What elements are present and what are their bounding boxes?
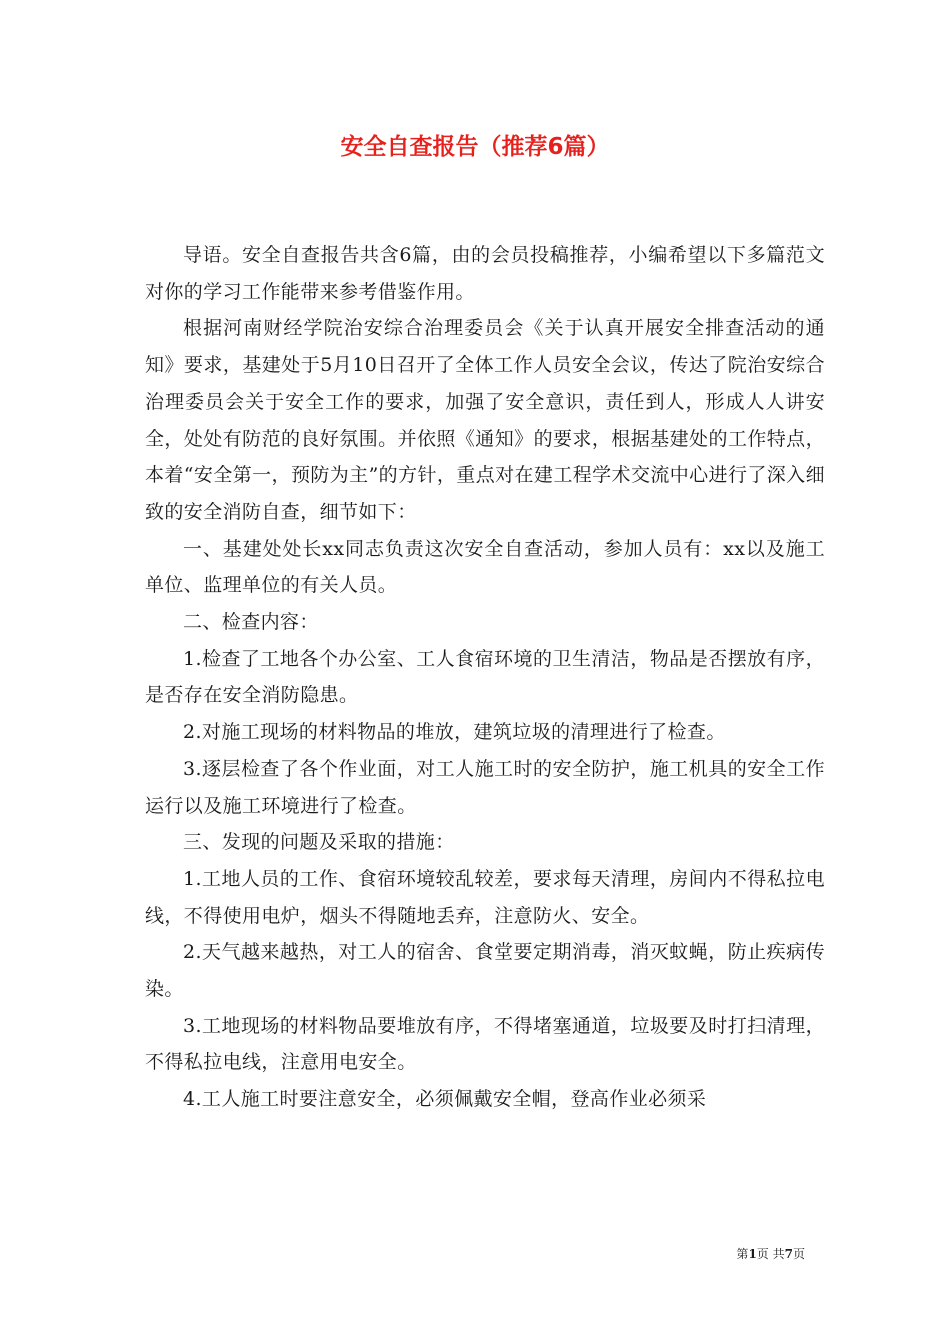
paragraph-measure-3: 3.工地现场的材料物品要堆放有序，不得堵塞通道，垃圾要及时打扫清理，不得私拉电线，注意用电安全。 bbox=[145, 1014, 825, 1074]
document-body bbox=[145, 237, 825, 1118]
paragraph-inspection-1: 1.检查了工地各个办公室、工人食宿环境的卫生清洁，物品是否摆放有序，是否存在安全消防隐患。 bbox=[145, 647, 825, 707]
paragraph-background: 根据河南财经学院治安综合治理委员会《关于认真开展安全排查活动的通知》要求，基建处于5月10日召开了全体工作人员安全会议，传达了院治安综合治理委员会关于安全工作的要求，加强了安全意识，责任到人，形成人人讲安全，处处有防范的良好氛围。并依照《通知》的要求，根据基建处的工作特点，本着“安全第一，预防为主”的方针，重点对在建工程学术交流中心进行了深入细致的安全消防自查，细节如下： bbox=[145, 317, 825, 523]
footer-middle: 页 共 bbox=[756, 1247, 785, 1261]
paragraph-section-one: 一、基建处处长xx同志负责这次安全自查活动，参加人员有：xx以及施工单位、监理单位的有关人员。 bbox=[145, 537, 825, 597]
paragraph-measure-4: 4.工人施工时要注意安全，必须佩戴安全帽，登高作业必须采 bbox=[183, 1088, 707, 1111]
document-title: 安全自查报告（推荐6篇） bbox=[340, 134, 610, 160]
paragraph-inspection-3: 3.逐层检查了各个作业面，对工人施工时的安全防护，施工机具的安全工作运行以及施工环境进行了检查。 bbox=[145, 757, 825, 817]
paragraph-section-three-heading: 三、发现的问题及采取的措施： bbox=[183, 831, 455, 854]
paragraph-section-two-heading: 二、检查内容： bbox=[183, 611, 319, 634]
paragraph-measure-1: 1.工地人员的工作、食宿环境较乱较差，要求每天清理，房间内不得私拉电线，不得使用电炉，烟头不得随地丢弃，注意防火、安全。 bbox=[145, 867, 825, 927]
paragraph-measure-2: 2.天气越来越热，对工人的宿舍、食堂要定期消毒，消灭蚊蝇，防止疾病传染。 bbox=[145, 941, 825, 1001]
footer-prefix: 第 bbox=[736, 1247, 749, 1261]
footer-current-page: 1 bbox=[748, 1247, 757, 1261]
page-number-footer bbox=[736, 1246, 805, 1262]
footer-suffix: 页 bbox=[792, 1247, 805, 1261]
paragraph-intro: 导语。安全自查报告共含6篇，由的会员投稿推荐，小编希望以下多篇范文对你的学习工作能带来参考借鉴作用。 bbox=[145, 244, 825, 303]
paragraph-inspection-2: 2.对施工现场的材料物品的堆放，建筑垃圾的清理进行了检查。 bbox=[183, 721, 726, 744]
footer-total-pages: 7 bbox=[784, 1247, 793, 1261]
